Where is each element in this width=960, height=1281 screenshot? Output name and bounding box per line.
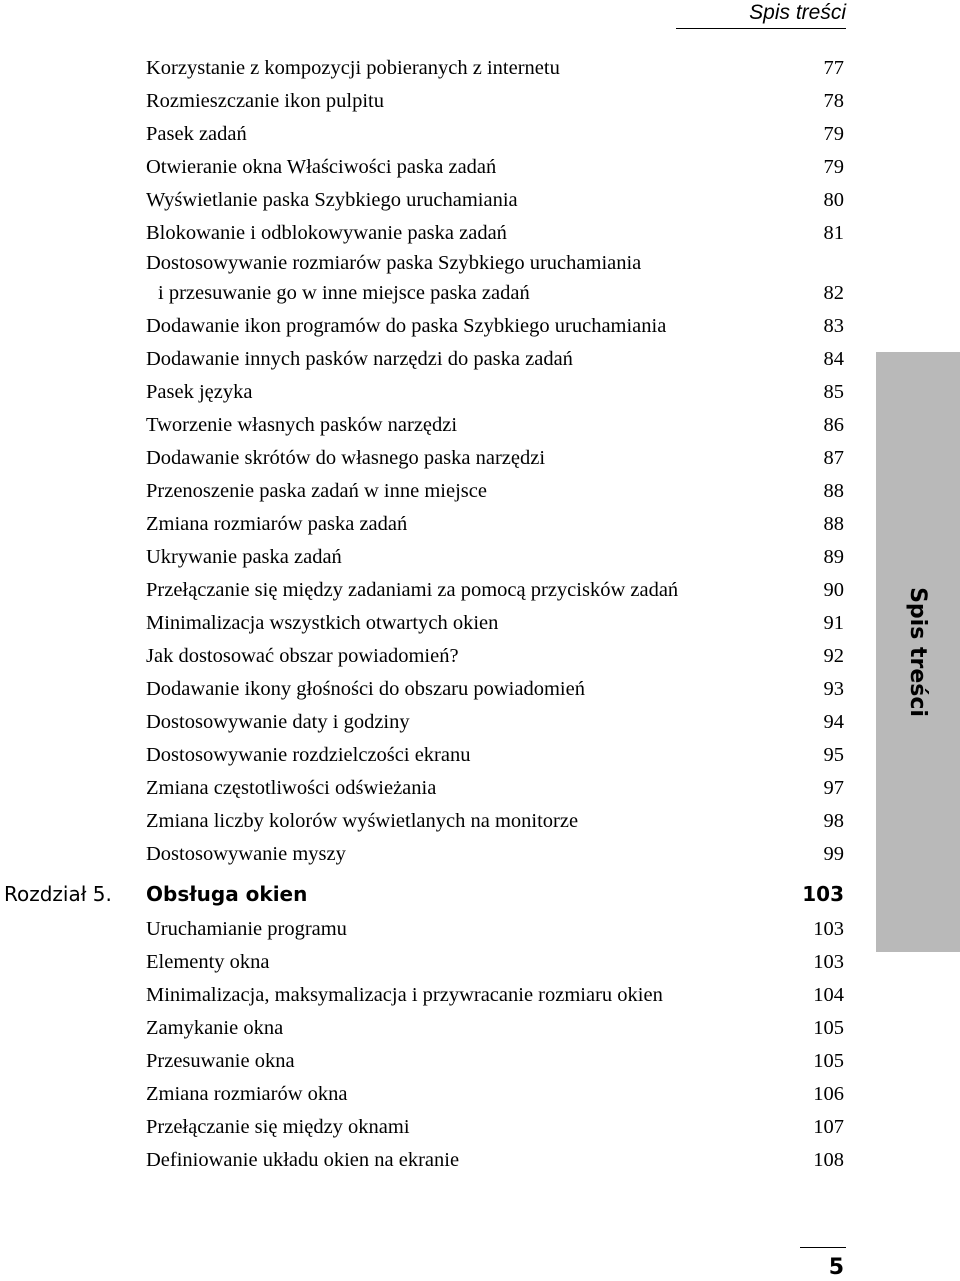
toc-entry — [146, 913, 844, 946]
toc-entry — [146, 772, 844, 805]
toc-entry-title: Definiowanie układu okien na ekranie — [146, 1149, 460, 1171]
toc-entry-page: 103 — [813, 918, 844, 940]
running-header: Spis treści — [749, 1, 846, 24]
toc-entry — [146, 508, 844, 541]
toc-entry-title: Wyświetlanie paska Szybkiego uruchamiania — [146, 189, 518, 211]
toc-entry — [146, 946, 844, 979]
side-tab — [876, 352, 960, 952]
toc-entry-page: 78 — [823, 90, 844, 112]
toc-entry — [146, 1111, 844, 1144]
toc-entry-title: Zmiana rozmiarów paska zadań — [146, 513, 408, 535]
toc-entry-page: 82 — [823, 282, 844, 304]
toc-entry-page: 87 — [823, 447, 844, 469]
toc-entry-page: 108 — [813, 1149, 844, 1171]
toc-entry-title: Tworzenie własnych pasków narzędzi — [146, 414, 458, 436]
toc-entry-title: Dostosowywanie myszy — [146, 843, 346, 865]
toc-entry-page: 92 — [823, 645, 844, 667]
toc-entry-two-line — [146, 250, 844, 310]
toc-entry-page: 84 — [823, 348, 844, 370]
toc-entry-title: Elementy okna — [146, 951, 270, 973]
toc-entry — [146, 706, 844, 739]
side-tab-label: Spis treści — [905, 587, 931, 717]
toc-entry-page: 85 — [823, 381, 844, 403]
toc-entry-page: 105 — [813, 1017, 844, 1039]
chapter-label: Rozdział 5. — [4, 882, 112, 906]
toc-entry — [146, 640, 844, 673]
toc-entry — [146, 343, 844, 376]
toc-entry-title: Pasek języka — [146, 381, 253, 403]
toc-entry — [146, 574, 844, 607]
toc-entry-title: Zmiana liczby kolorów wyświetlanych na monitorze — [146, 810, 579, 832]
toc-entry-title: Jak dostosować obszar powiadomień? — [146, 645, 459, 667]
toc-entry-title: Dodawanie ikon programów do paska Szybkiego uruchamiania — [146, 315, 667, 337]
toc-entry — [146, 310, 844, 343]
toc-entry-title: Dostosowywanie daty i godziny — [146, 711, 410, 733]
toc-entry-title: Blokowanie i odblokowywanie paska zadań — [146, 222, 507, 244]
toc-entry-page: 99 — [823, 843, 844, 865]
toc-entry — [146, 217, 844, 250]
toc-entry — [146, 541, 844, 574]
toc-entry-title: Dostosowywanie rozdzielczości ekranu — [146, 744, 471, 766]
chapter-page: 103 — [802, 882, 844, 906]
toc-entry-page: 104 — [813, 984, 844, 1006]
toc-entry-page: 94 — [823, 711, 844, 733]
toc-entry-page: 103 — [813, 951, 844, 973]
toc-entry — [146, 475, 844, 508]
toc-entry-page: 95 — [823, 744, 844, 766]
chapter-title: Obsługa okien — [146, 882, 308, 906]
toc-entry-page: 91 — [823, 612, 844, 634]
toc-entry-page: 77 — [823, 57, 844, 79]
page-footer — [800, 1247, 846, 1281]
toc-entry — [146, 1012, 844, 1045]
table-of-contents — [146, 52, 844, 1177]
toc-entry-title: Zmiana rozmiarów okna — [146, 1083, 348, 1105]
toc-entry — [146, 739, 844, 772]
toc-entry-page: 105 — [813, 1050, 844, 1072]
footer-rule — [800, 1247, 846, 1248]
toc-entry-title-line2: i przesuwanie go w inne miejsce paska zadań — [158, 282, 530, 304]
toc-entry-title-line1: Dostosowywanie rozmiarów paska Szybkiego uruchamiania — [146, 252, 642, 274]
toc-entry — [146, 673, 844, 706]
chapter-heading — [146, 875, 844, 913]
toc-entry-page: 83 — [823, 315, 844, 337]
toc-entry-title: Przełączanie się między zadaniami za pomocą przycisków zadań — [146, 579, 679, 601]
toc-entry-title: Przenoszenie paska zadań w inne miejsce — [146, 480, 487, 502]
toc-entry-title: Zmiana częstotliwości odświeżania — [146, 777, 437, 799]
toc-entry-title: Korzystanie z kompozycji pobieranych z internetu — [146, 57, 560, 79]
toc-entry-title: Przesuwanie okna — [146, 1050, 295, 1072]
toc-entry-title: Pasek zadań — [146, 123, 247, 145]
toc-entry — [146, 184, 844, 217]
toc-entry-title: Dodawanie innych pasków narzędzi do paska zadań — [146, 348, 573, 370]
toc-entry-title: Ukrywanie paska zadań — [146, 546, 342, 568]
toc-entry — [146, 376, 844, 409]
header-rule — [676, 28, 846, 29]
toc-entry — [146, 979, 844, 1012]
toc-entry — [146, 1144, 844, 1177]
toc-entry — [146, 607, 844, 640]
toc-entry-title: Minimalizacja, maksymalizacja i przywracanie rozmiaru okien — [146, 984, 663, 1006]
toc-group-chapter — [146, 913, 844, 1177]
toc-entry-page: 81 — [823, 222, 844, 244]
toc-entry-page: 106 — [813, 1083, 844, 1105]
toc-group-after — [146, 310, 844, 871]
toc-entry — [146, 442, 844, 475]
toc-group-before — [146, 52, 844, 250]
toc-entry-page: 88 — [823, 480, 844, 502]
toc-entry — [146, 1078, 844, 1111]
toc-entry-page: 93 — [823, 678, 844, 700]
toc-entry-page: 86 — [823, 414, 844, 436]
toc-entry — [146, 805, 844, 838]
toc-entry — [146, 409, 844, 442]
toc-entry-title: Zamykanie okna — [146, 1017, 284, 1039]
toc-entry-page: 79 — [823, 123, 844, 145]
toc-entry-page: 97 — [823, 777, 844, 799]
toc-entry — [146, 1045, 844, 1078]
toc-entry-title: Dodawanie ikony głośności do obszaru powiadomień — [146, 678, 585, 700]
toc-entry-title: Przełączanie się między oknami — [146, 1116, 410, 1138]
toc-entry-page: 90 — [823, 579, 844, 601]
toc-entry — [146, 85, 844, 118]
toc-entry-page: 88 — [823, 513, 844, 535]
toc-entry — [146, 52, 844, 85]
toc-entry — [146, 151, 844, 184]
toc-entry-page: 80 — [823, 189, 844, 211]
toc-entry-page: 107 — [813, 1116, 844, 1138]
toc-entry-title: Rozmieszczanie ikon pulpitu — [146, 90, 384, 112]
toc-entry-title: Otwieranie okna Właściwości paska zadań — [146, 156, 497, 178]
toc-entry — [146, 118, 844, 151]
page-number: 5 — [828, 1255, 844, 1280]
toc-entry-title: Minimalizacja wszystkich otwartych okien — [146, 612, 499, 634]
toc-entry-page: 79 — [823, 156, 844, 178]
toc-entry-title: Uruchamianie programu — [146, 918, 347, 940]
toc-entry — [146, 838, 844, 871]
toc-entry-page: 98 — [823, 810, 844, 832]
toc-entry-title: Dodawanie skrótów do własnego paska narzędzi — [146, 447, 546, 469]
toc-entry-page: 89 — [823, 546, 844, 568]
